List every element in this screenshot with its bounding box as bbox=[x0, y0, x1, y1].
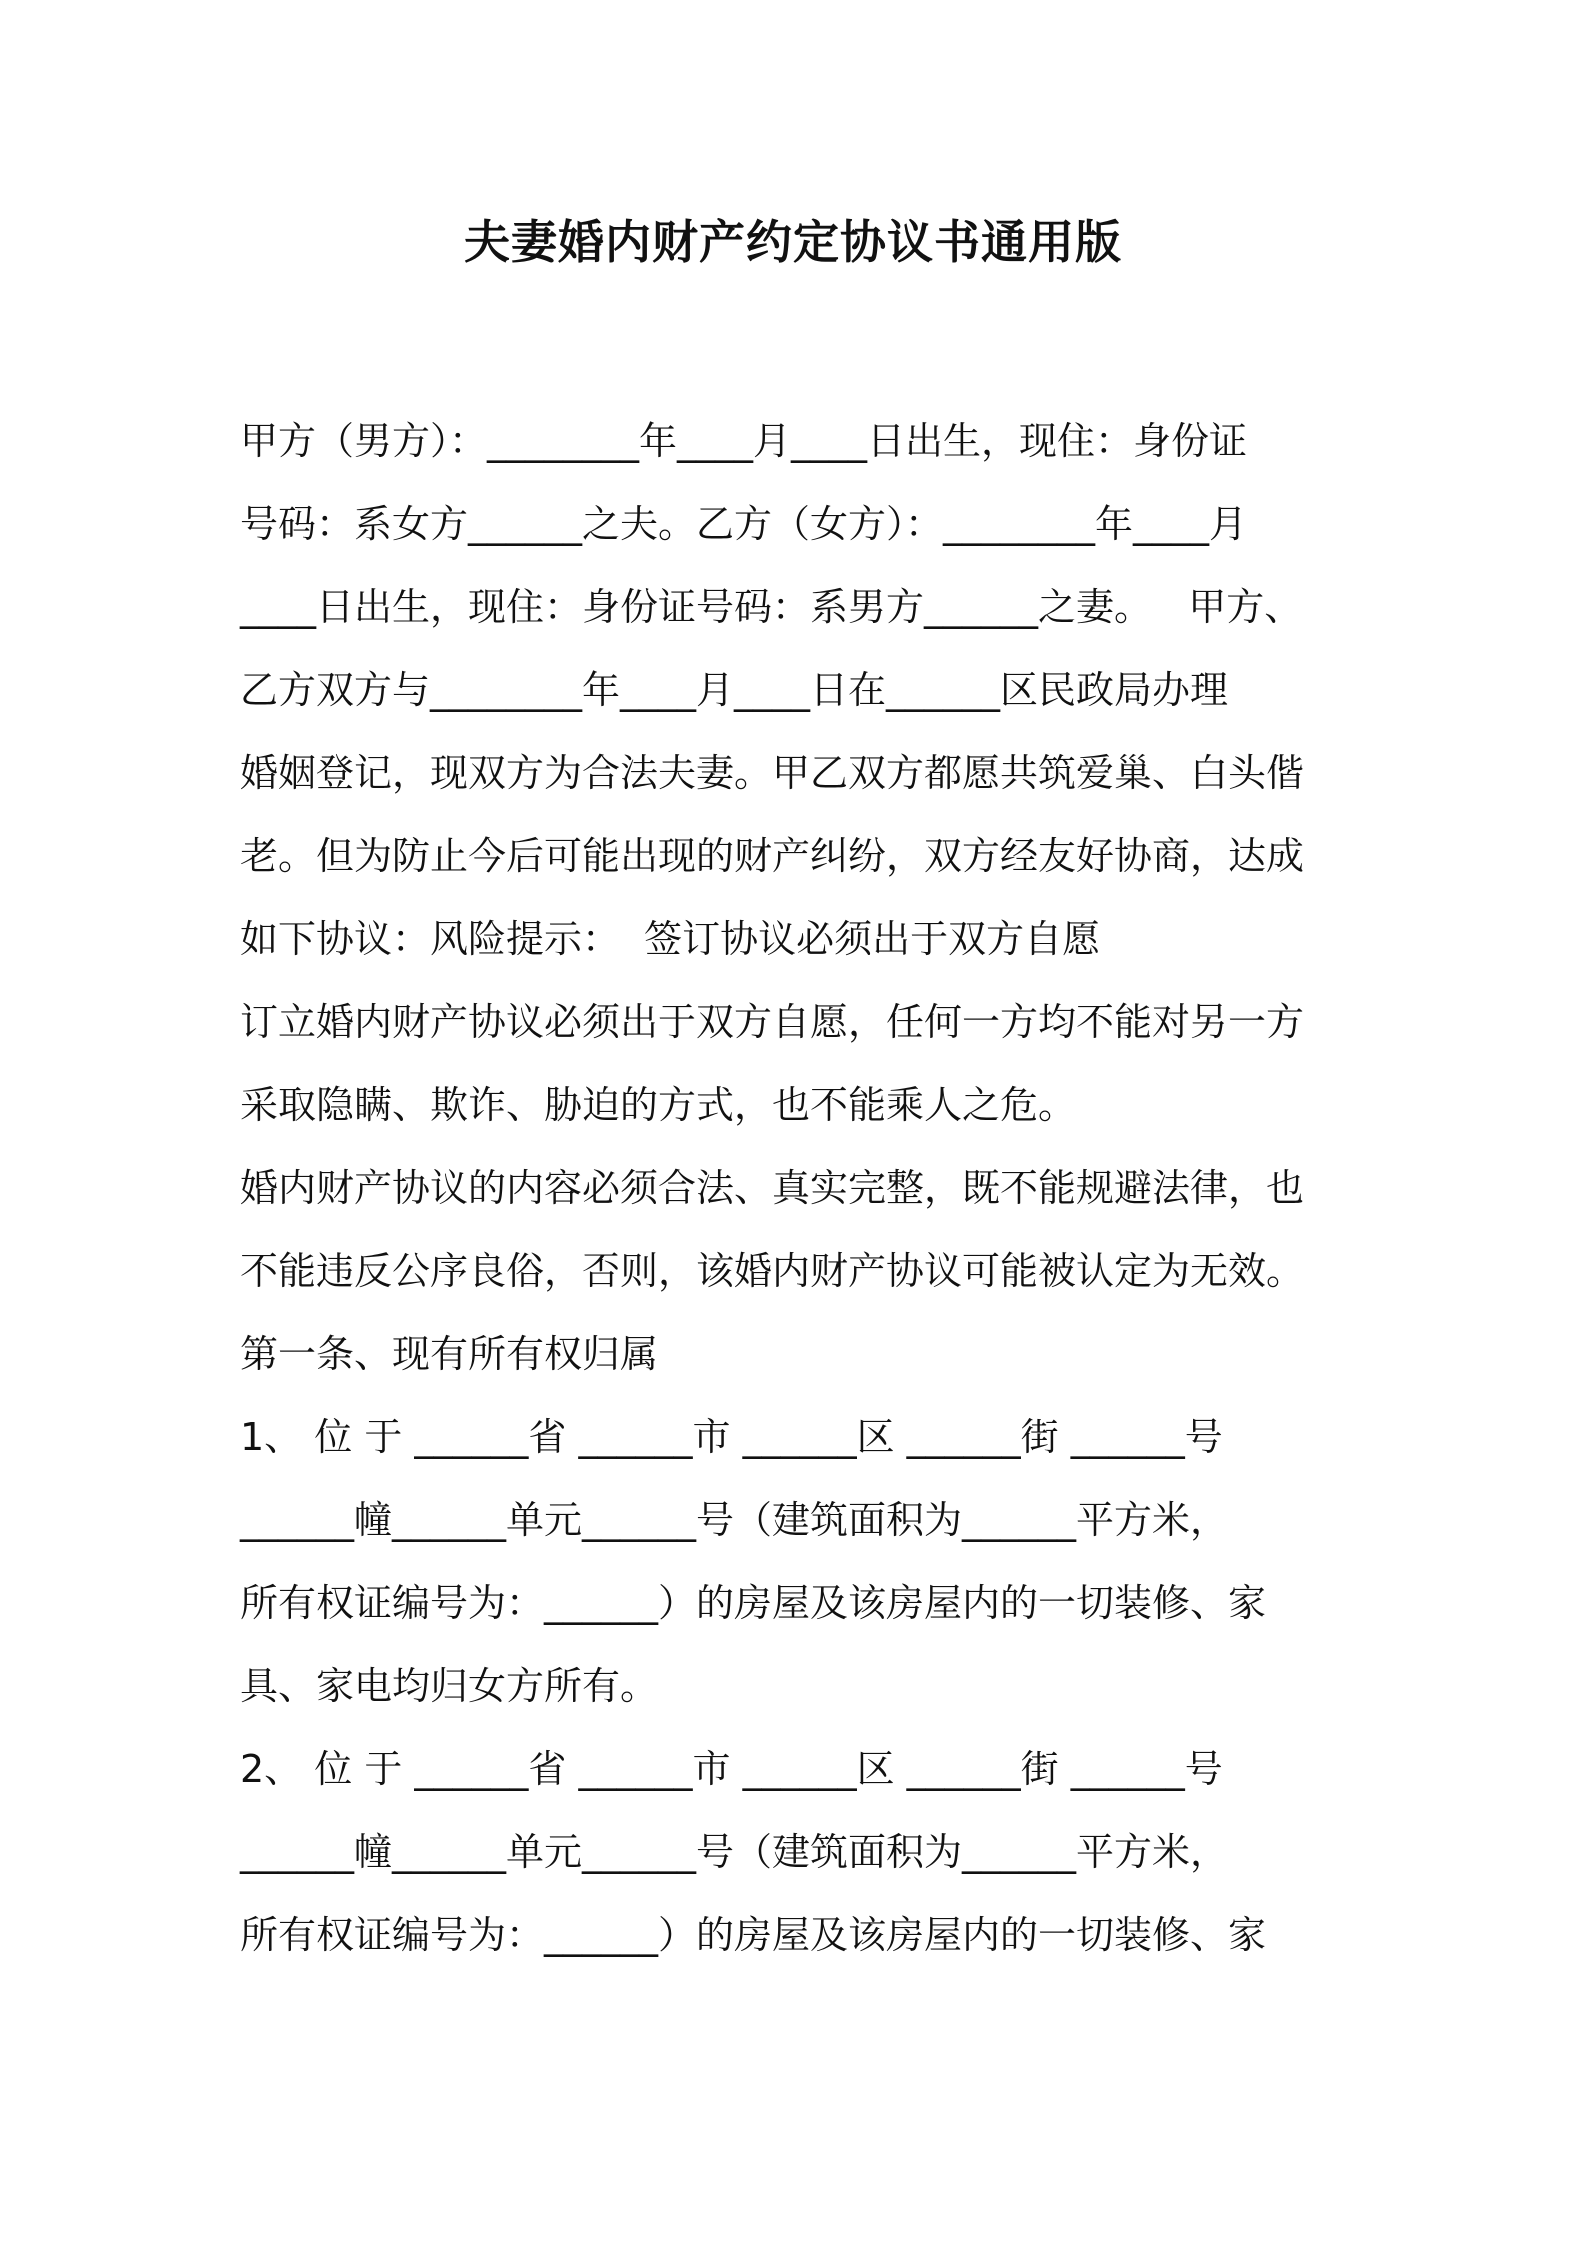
paragraph-line: 所有权证编号为：______）的房屋及该房屋内的一切装修、家 bbox=[240, 1913, 1267, 1957]
document-body bbox=[240, 400, 1360, 1977]
paragraph-line: 如下协议：风险提示： 签订协议必须出于双方自愿 bbox=[240, 917, 1101, 961]
paragraph-line: 所有权证编号为：______）的房屋及该房屋内的一切装修、家 bbox=[240, 1581, 1267, 1625]
paragraph-line: 老。但为防止今后可能出现的财产纠纷，双方经友好协商，达成 bbox=[240, 834, 1305, 878]
paragraph-line: ______幢______单元______号（建筑面积为______平方米， bbox=[240, 1498, 1229, 1542]
paragraph-line: 具、家电均归女方所有。 bbox=[240, 1664, 659, 1708]
paragraph-line: 采取隐瞒、欺诈、胁迫的方式，也不能乘人之危。 bbox=[240, 1083, 1077, 1127]
section-heading: 第一条、现有所有权归属 bbox=[240, 1332, 659, 1376]
paragraph-line: 2、 位 于 ______省 ______市 ______区 ______街 ______号 bbox=[240, 1747, 1223, 1791]
paragraph-line: 甲方（男方）：________年____月____日出生，现住：身份证 bbox=[240, 419, 1248, 463]
paragraph-line: 不能违反公序良俗，否则，该婚内财产协议可能被认定为无效。 bbox=[240, 1249, 1305, 1293]
paragraph-line: 乙方双方与________年____月____日在______区民政局办理 bbox=[240, 668, 1229, 712]
paragraph-line: ______幢______单元______号（建筑面积为______平方米， bbox=[240, 1830, 1229, 1874]
document-title: 夫妻婚内财产约定协议书通用版 bbox=[464, 215, 1122, 269]
paragraph-line: 婚姻登记，现双方为合法夫妻。甲乙双方都愿共筑爱巢、白头偕 bbox=[240, 751, 1305, 795]
paragraph-line: 订立婚内财产协议必须出于双方自愿，任何一方均不能对另一方 bbox=[240, 1000, 1305, 1044]
paragraph-line: ____日出生，现住：身份证号码：系男方______之妻。 甲方、 bbox=[240, 585, 1303, 629]
paragraph-line: 婚内财产协议的内容必须合法、真实完整，既不能规避法律，也 bbox=[240, 1166, 1305, 1210]
paragraph-line: 号码：系女方______之夫。乙方（女方）：________年____月 bbox=[240, 502, 1248, 546]
paragraph-line: 1、 位 于 ______省 ______市 ______区 ______街 ______号 bbox=[240, 1415, 1223, 1459]
